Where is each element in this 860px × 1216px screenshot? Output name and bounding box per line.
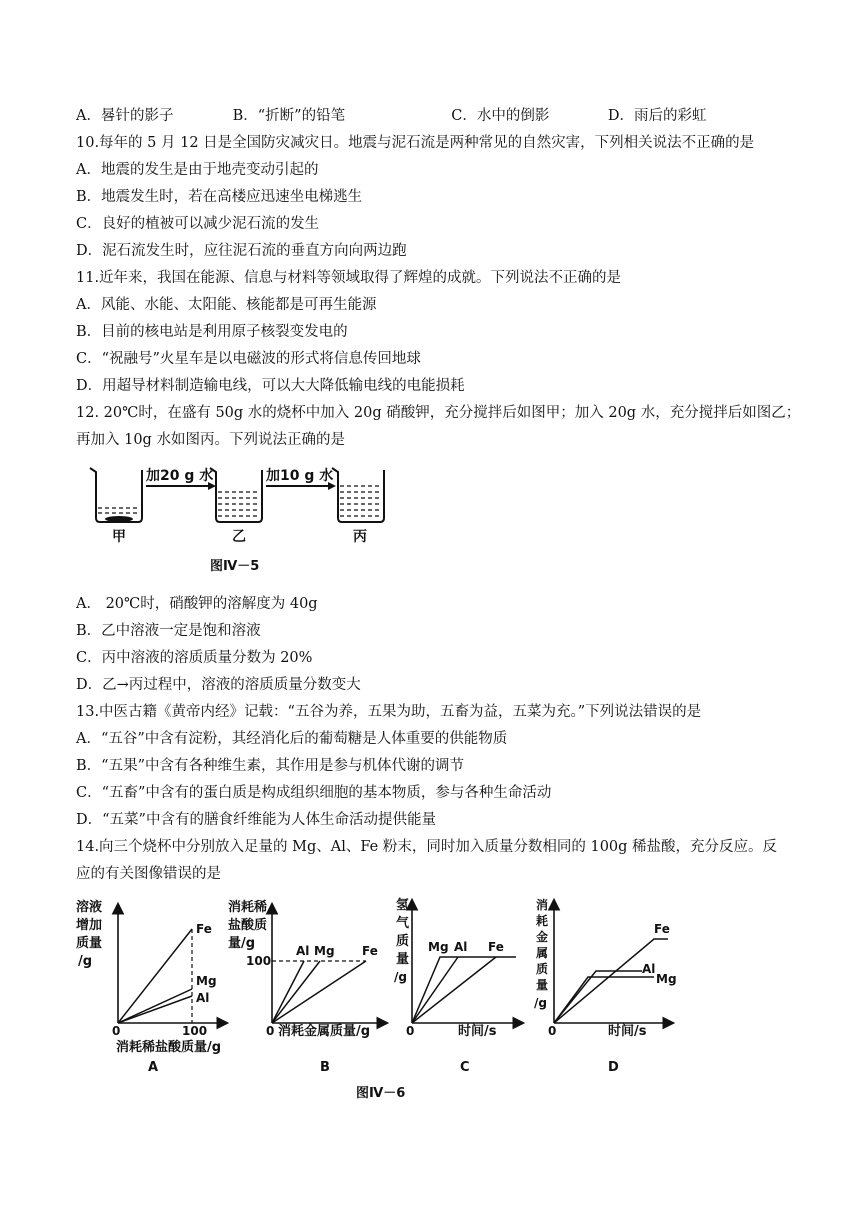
graph-d-line-mg — [554, 977, 654, 1023]
graph-b-label-al: Al — [296, 944, 310, 958]
graph-b-line-fe — [272, 961, 366, 1023]
q13-option-a: A．“五谷”中含有淀粉，其经消化后的葡萄糖是人体重要的供能物质 — [76, 731, 508, 747]
beaker-figure — [76, 456, 406, 586]
figure-caption-6: 图Ⅳ－6 — [356, 1086, 406, 1101]
q12-stem-line2: 再加入 10g 水如图丙。下列说法正确的是 — [76, 432, 345, 448]
label-bing: 丙 — [353, 529, 367, 545]
graph-a-xlabel: 消耗稀盐酸质量/g — [116, 1040, 222, 1055]
graph-d-xlabel: 时间/s — [608, 1024, 647, 1039]
graph-b — [228, 899, 386, 1075]
q9-option-c: C．水中的倒影 — [451, 108, 550, 124]
graph-a-ylabel-1: 溶液 — [76, 900, 103, 915]
graph-b-label-mg: Mg — [314, 944, 335, 958]
graph-a-label-fe: Fe — [196, 922, 212, 936]
graph-a — [76, 899, 226, 1075]
graph-b-label-fe: Fe — [362, 944, 378, 958]
q10-option-a: A．地震的发生是由于地壳变动引起的 — [76, 162, 319, 178]
graph-a-label-al: Al — [196, 991, 210, 1005]
figure-caption-5: 图Ⅳ－5 — [210, 559, 260, 574]
graph-a-label-mg: Mg — [196, 974, 217, 988]
beaker-yi — [210, 468, 262, 522]
graph-a-ylabel-2: 增加 — [76, 918, 103, 933]
q12-option-c: C．丙中溶液的溶质质量分数为 20% — [76, 650, 313, 666]
beaker-bing — [332, 468, 384, 522]
graph-c-label-fe: Fe — [488, 940, 504, 954]
q10-option-c: C．良好的植被可以减少泥石流的发生 — [76, 216, 320, 232]
graph-a-line-mg — [118, 989, 192, 1023]
graph-a-ylabel-4: /g — [78, 954, 93, 969]
q9-option-b: B．“折断”的铅笔 — [232, 108, 346, 124]
graph-c-ylabel-3: 质 — [396, 934, 410, 949]
graph-d-ylabel-2: 耗 — [536, 914, 549, 928]
q9-option-a: A．晷针的影子 — [76, 108, 174, 124]
graph-a-xtick: 100 — [182, 1024, 208, 1038]
q9-option-d: D．雨后的彩虹 — [607, 108, 707, 124]
q13-stem: 13.中医古籍《黄帝内经》记载：“五谷为养，五果为助，五畜为益，五菜为充。”下列说法错误的是 — [76, 704, 702, 720]
label-yi: 乙 — [232, 529, 246, 545]
graph-b-ytick: 100 — [246, 954, 272, 968]
q12-stem-line1: 12. 20℃时，在盛有 50g 水的烧杯中加入 20g 硝酸钾，充分搅拌后如图甲；加入 20g 水，充分搅拌后如图乙； — [76, 405, 801, 421]
graph-c-label-mg: Mg — [428, 940, 449, 954]
q11-option-b: B．目前的核电站是利用原子核裂变发电的 — [76, 324, 348, 340]
graph-b-letter: B — [320, 1060, 330, 1075]
graph-d-letter: D — [608, 1060, 619, 1075]
q10-option-b: B．地震发生时，若在高楼应迅速坐电梯逃生 — [76, 189, 363, 205]
graph-c-label-al: Al — [454, 940, 468, 954]
arrow-1-label: 加20 g 水 — [146, 468, 214, 484]
graph-a-ylabel-3: 质量 — [76, 936, 103, 951]
graph-d-ylabel-5: 质 — [536, 962, 549, 976]
graph-b-line-al — [272, 961, 304, 1023]
q13-option-b: B．“五果”中含有各种维生素，其作用是参与机体代谢的调节 — [76, 758, 464, 774]
q12-option-a: A． 20℃时，硝酸钾的溶解度为 40g — [76, 596, 318, 612]
graph-c-ylabel-5: /g — [394, 970, 407, 984]
graph-d-ylabel-1: 消 — [536, 898, 549, 912]
graph-b-ylabel-3: 量/g — [228, 936, 256, 951]
graph-d-line-al — [554, 971, 642, 1023]
graphs-figure — [76, 895, 716, 1110]
graph-d-label-mg: Mg — [656, 972, 677, 986]
q10-stem: 10.每年的 5 月 12 日是全国防灾减灾日。地震与泥石流是两种常见的自然灾害，下列相关说法不正确的是 — [76, 135, 755, 151]
graph-c-letter: C — [460, 1060, 470, 1075]
q14-stem-line1: 14.向三个烧杯中分别放入足量的 Mg、Al、Fe 粉末，同时加入质量分数相同的 100g 稀盐酸，充分反应。反 — [76, 839, 778, 855]
graph-c-xlabel: 时间/s — [458, 1024, 497, 1039]
q11-option-c: C．“祝融号”火星车是以电磁波的形式将信息传回地球 — [76, 351, 421, 367]
graph-c-ylabel-2: 气 — [396, 916, 410, 931]
q13-option-d: D．“五菜”中含有的膳食纤维能为人体生命活动提供能量 — [76, 812, 436, 828]
graph-d-ylabel-3: 金 — [536, 930, 549, 944]
graph-d-label-fe: Fe — [654, 922, 670, 936]
beaker-jia — [90, 468, 142, 522]
graph-d-label-al: Al — [642, 962, 656, 976]
q12-option-b: B．乙中溶液一定是饱和溶液 — [76, 623, 261, 639]
q10-option-d: D．泥石流发生时，应往泥石流的垂直方向向两边跑 — [76, 243, 407, 259]
q14-stem-line2: 应的有关图像错误的是 — [76, 866, 221, 882]
graph-b-line-mg — [272, 961, 320, 1023]
graph-b-ylabel-2: 盐酸质 — [228, 918, 268, 933]
graph-b-ylabel-1: 消耗稀 — [228, 900, 268, 915]
graph-b-xlabel: 消耗金属质量/g — [278, 1024, 371, 1039]
arrow-2-label: 加10 g 水 — [266, 468, 334, 484]
q11-option-a: A．风能、水能、太阳能、核能都是可再生能源 — [76, 297, 377, 313]
q9-options — [76, 106, 706, 126]
graph-a-origin: 0 — [112, 1024, 121, 1038]
graph-c-origin: 0 — [406, 1024, 415, 1038]
graph-c-line-fe — [412, 957, 496, 1023]
graph-d-ylabel-7: /g — [534, 996, 547, 1010]
graph-d-ylabel-4: 属 — [536, 946, 549, 960]
q11-option-d: D．用超导材料制造输电线，可以大大降低输电线的电能损耗 — [76, 378, 465, 394]
graph-c-line-mg — [412, 957, 516, 1023]
q12-option-d: D．乙→丙过程中，溶液的溶质质量分数变大 — [76, 677, 361, 693]
graph-c-ylabel-4: 量 — [396, 952, 410, 967]
q11-stem: 11.近年来，我国在能源、信息与材料等领域取得了辉煌的成就。下列说法不正确的是 — [76, 270, 622, 286]
graph-d-origin: 0 — [548, 1024, 557, 1038]
graph-d-ylabel-6: 量 — [536, 978, 549, 992]
graph-a-letter: A — [148, 1060, 159, 1075]
label-jia: 甲 — [112, 529, 126, 545]
graph-b-origin: 0 — [266, 1024, 275, 1038]
q13-option-c: C．“五畜”中含有的蛋白质是构成组织细胞的基本物质，参与各种生命活动 — [76, 785, 552, 801]
graph-c-ylabel-1: 氢 — [396, 898, 410, 913]
graph-d-line-fe — [554, 939, 668, 1023]
graph-d — [534, 897, 677, 1075]
graph-c — [394, 897, 522, 1075]
